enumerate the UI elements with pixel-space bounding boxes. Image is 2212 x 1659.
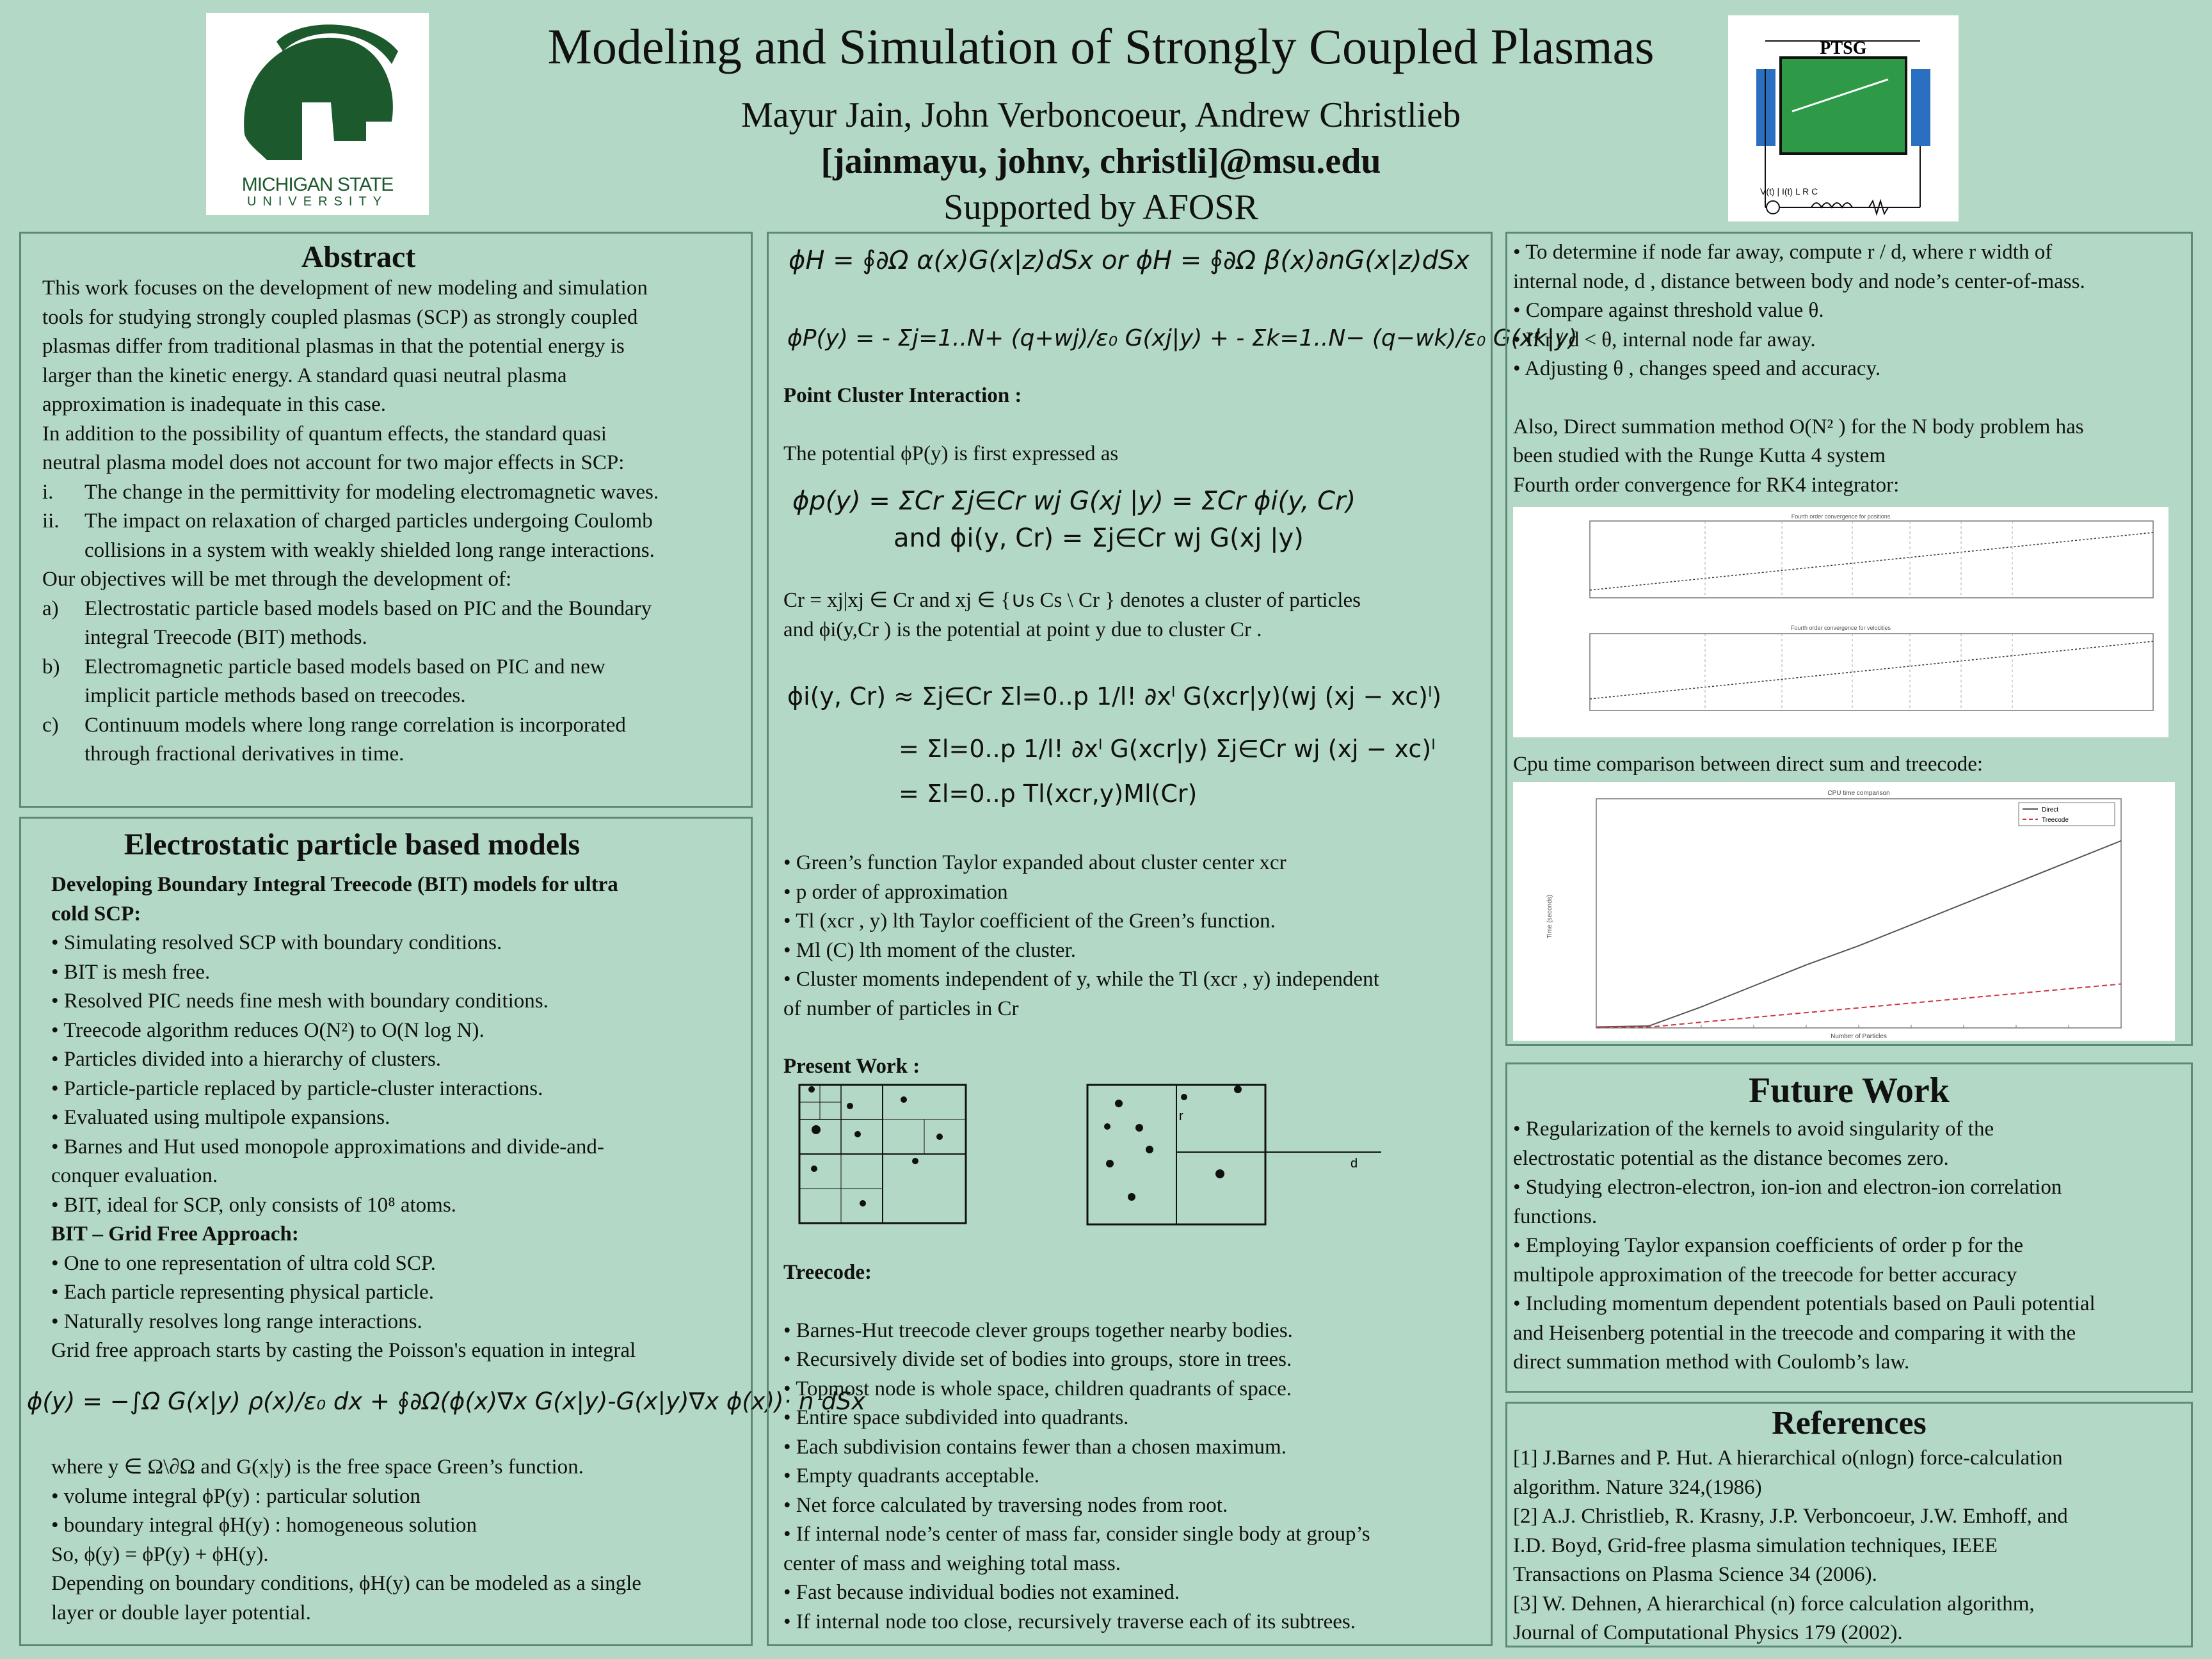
- future-line: and Heisenberg potential in the treecode and comparing it with the: [1513, 1321, 2076, 1345]
- objective-text: Continuum models where long range correlation is incorporated: [84, 713, 626, 737]
- effect-marker: i.: [42, 480, 54, 504]
- cluster-definition: [783, 586, 1361, 645]
- poisson-integral-equation: ϕ(y) = −∫Ω G(x|y) ρ(x)/ε₀ dx + ∮∂Ω(ϕ(x)∇x G(x|y)-G(x|y)∇x ϕ(x))· n dSx: [27, 1388, 866, 1415]
- after-line: Depending on boundary conditions, ϕH(y) can be modeled as a single: [51, 1572, 641, 1595]
- electrostatic-body: [51, 870, 636, 1366]
- rk4-convergence-plots: [1513, 507, 2168, 737]
- abstract-line: approximation is inadequate in this case.: [42, 393, 387, 416]
- direct-line: Fourth order convergence for RK4 integrator:: [1513, 473, 1900, 497]
- particle-dot: [936, 1134, 943, 1140]
- taylor-bullet: • Ml (C) lth moment of the cluster.: [783, 938, 1076, 962]
- grid-bullet: • Naturally resolves long range interactions.: [51, 1310, 422, 1333]
- treecode-section: [783, 1258, 1370, 1637]
- poster-emails: [jainmayu, johnv, christli]@msu.edu: [821, 141, 1381, 181]
- treecode-bullet: • Fast because individual bodies not examined.: [783, 1581, 1180, 1604]
- taylor-bullet: • Green’s function Taylor expanded about cluster center xcr: [783, 851, 1286, 874]
- treecode-bullet: • Entire space subdivided into quadrants.: [783, 1406, 1129, 1429]
- after-line: So, ϕ(y) = ϕP(y) + ϕH(y).: [51, 1543, 269, 1566]
- cluster-equation-1: ϕp(y) = ΣCr Σj∈Cr wj G(xj |y) = ΣCr ϕi(y, Cr): [792, 486, 1356, 516]
- bit-bullet: • Simulating resolved SCP with boundary conditions.: [51, 931, 502, 954]
- particle-dot: [812, 1125, 821, 1134]
- objective-item: [42, 653, 659, 682]
- reference-line: [3] W. Dehnen, A hierarchical (n) force calculation algorithm,: [1513, 1592, 2035, 1615]
- cpu-time-chart: [1513, 782, 2175, 1041]
- diagram-label-d: d: [1350, 1157, 1358, 1171]
- future-line: • Studying electron-electron, ion-ion and electron-ion correlation: [1513, 1176, 2062, 1199]
- cr-text: Cr = xj|xj ∈ Cr and xj ∈ {∪s Cs \ Cr } denotes a cluster of particles: [783, 589, 1361, 612]
- future-line: electrostatic potential as the distance becomes zero.: [1513, 1146, 1949, 1170]
- bit-bullet: conquer evaluation.: [51, 1164, 218, 1187]
- particle-dot: [1215, 1169, 1224, 1178]
- far-field-diagram: [1082, 1075, 1389, 1229]
- particle-dot: [901, 1096, 907, 1103]
- after-line: • volume integral ϕP(y) : particular solution: [51, 1484, 421, 1508]
- particle-dot: [912, 1158, 918, 1164]
- objective-text: Electromagnetic particle based models based on PIC and new: [84, 655, 605, 678]
- objective-marker: a): [42, 597, 59, 620]
- right-line: • To determine if node far away, compute r / d, where r width of: [1513, 241, 2053, 264]
- ptsg-label: PTSG: [1820, 38, 1867, 58]
- effect-item: [42, 478, 659, 508]
- abstract-line: larger than the kinetic energy. A standard quasi neutral plasma: [42, 364, 567, 387]
- treecode-title: Treecode:: [783, 1261, 872, 1284]
- objective-item-cont: integral Treecode (BIT) methods.: [84, 626, 367, 649]
- ptsg-circuit-label: V(t) | I(t) L R C: [1760, 186, 1818, 196]
- particle-dot: [854, 1131, 861, 1137]
- objective-marker: c): [42, 713, 59, 737]
- bit-bullet: • Resolved PIC needs fine mesh with boundary conditions.: [51, 990, 549, 1013]
- direct-line: Also, Direct summation method O(N² ) for the N body problem has: [1513, 415, 2084, 438]
- grid-free-title: BIT – Grid Free Approach:: [51, 1222, 299, 1246]
- quadtree-diagram: [794, 1075, 973, 1229]
- msu-logo: [206, 13, 429, 215]
- grid-bullet: Grid free approach starts by casting the Poisson's equation in integral: [51, 1339, 636, 1362]
- future-line: functions.: [1513, 1205, 1598, 1228]
- legend-treecode: Treecode: [2042, 817, 2069, 824]
- right-line: • Compare against threshold value θ.: [1513, 299, 1824, 322]
- treecode-bullet: • Topmost node is whole space, children quadrants of space.: [783, 1377, 1292, 1400]
- poster-authors: Mayur Jain, John Verboncoeur, Andrew Christlieb: [741, 95, 1461, 135]
- taylor-equation-2: = Σl=0..p 1/l! ∂xˡ G(xcr|y) Σj∈Cr wj (xj − xc)ˡ: [899, 735, 1436, 763]
- grid-bullet: • One to one representation of ultra cold SCP.: [51, 1251, 436, 1275]
- abstract-line: plasmas differ from traditional plasmas in that the potential energy is: [42, 335, 625, 358]
- poster-support: Supported by AFOSR: [943, 188, 1258, 227]
- future-line: direct summation method with Coulomb’s law.: [1513, 1350, 1910, 1374]
- taylor-bullet: of number of particles in Cr: [783, 997, 1019, 1020]
- treecode-bullet: • If internal node too close, recursively traverse each of its subtrees.: [783, 1610, 1356, 1633]
- references-title: References: [1772, 1405, 1927, 1441]
- taylor-equation-1: ϕi(y, Cr) ≈ Σj∈Cr Σl=0..p 1/l! ∂xˡ G(xcr|y)(wj (xj − xc)ˡ): [787, 682, 1442, 710]
- chart2-title: Fourth order convergence for velocities: [1790, 625, 1891, 631]
- grid-bullet: • Each particle representing physical particle.: [51, 1281, 434, 1304]
- abstract-line: tools for studying strongly coupled plasmas (SCP) as strongly coupled: [42, 305, 638, 329]
- treecode-bullet: • Barnes-Hut treecode clever groups together nearby bodies.: [783, 1318, 1293, 1342]
- particle-dot: [808, 1086, 815, 1093]
- future-work-body: [1513, 1115, 2096, 1377]
- diagram-label-r: r: [1179, 1109, 1183, 1123]
- particle-dot: [1106, 1160, 1114, 1167]
- future-line: • Employing Taylor expansion coefficients of order p for the: [1513, 1234, 2024, 1257]
- treecode-bullet: • Each subdivision contains fewer than a chosen maximum.: [783, 1435, 1286, 1459]
- cpu-chart-title: CPU time comparison: [1827, 790, 1890, 797]
- cpu-ylabel: Time (seconds): [1546, 894, 1553, 939]
- abstract-title: Abstract: [301, 240, 416, 274]
- references-body: [1513, 1444, 2068, 1648]
- logo-text-msu: MICHIGAN STATE: [241, 174, 394, 195]
- treecode-bullet: center of mass and weighing total mass.: [783, 1551, 1121, 1575]
- spartan-helmet-icon: [244, 38, 393, 160]
- reference-line: [2] A.J. Christlieb, R. Krasny, J.P. Verboncoeur, J.W. Emhoff, and: [1513, 1505, 2068, 1528]
- bit-bullet: • BIT is mesh free.: [51, 960, 211, 984]
- effect-item-cont: collisions in a system with weakly shielded long range interactions.: [84, 538, 655, 562]
- bit-bullet: • Barnes and Hut used monopole approximations and divide-and-: [51, 1135, 604, 1158]
- direct-line: been studied with the Runge Kutta 4 system: [1513, 444, 1886, 467]
- reference-line: Transactions on Plasma Science 34 (2006).: [1513, 1563, 1877, 1586]
- legend-direct: Direct: [2042, 806, 2059, 813]
- particle-dot: [1104, 1123, 1110, 1130]
- future-work-title: Future Work: [1749, 1071, 1950, 1110]
- effect-text: The impact on relaxation of charged particles undergoing Coulomb: [84, 509, 653, 533]
- cpu-xlabel: Number of Particles: [1831, 1033, 1887, 1040]
- future-line: multipole approximation of the treecode for better accuracy: [1513, 1263, 2017, 1286]
- cr-text: and ϕi(y,Cr ) is the potential at point y due to cluster Cr .: [783, 618, 1262, 641]
- poster-title: Modeling and Simulation of Strongly Coupled Plasmas: [547, 19, 1655, 74]
- ptsg-logo: [1728, 15, 1959, 221]
- objective-item: [42, 711, 659, 741]
- pci-intro: The potential ϕP(y) is first expressed as: [783, 442, 1119, 465]
- abstract-line: neutral plasma model does not account for two major effects in SCP:: [42, 451, 625, 474]
- treecode-bullet: • If internal node’s center of mass far, consider single body at group’s: [783, 1523, 1370, 1546]
- right-body: [1513, 238, 2085, 500]
- particle-dot: [811, 1166, 817, 1172]
- particle-dot: [1181, 1094, 1187, 1100]
- effect-text: The change in the permittivity for modeling electromagnetic waves.: [84, 480, 659, 504]
- future-line: • Including momentum dependent potentials based on Pauli potential: [1513, 1292, 2096, 1315]
- objective-item-cont: implicit particle methods based on treecodes.: [84, 684, 466, 707]
- pci-section: [783, 381, 1118, 469]
- future-line: • Regularization of the kernels to avoid singularity of the: [1513, 1118, 1994, 1141]
- effect-item: [42, 507, 659, 536]
- present-work-title: Present Work :: [783, 1055, 920, 1078]
- after-line: • boundary integral ϕH(y) : homogeneous solution: [51, 1514, 477, 1537]
- objective-marker: b): [42, 655, 60, 678]
- bit-subtitle: cold SCP:: [51, 902, 141, 926]
- chart1-title: Fourth order convergence for positions: [1791, 513, 1891, 520]
- abstract-line: In addition to the possibility of quantum effects, the standard quasi: [42, 422, 607, 445]
- particular-equation: ϕP(y) = - Σj=1..N+ (q+wj)/ε₀ G(xj|y) + - Σk=1..N− (q−wk)/ε₀ G(xk|y): [787, 325, 1578, 351]
- reference-line: algorithm. Nature 324,(1986): [1513, 1475, 1762, 1499]
- taylor-bullet: • p order of approximation: [783, 880, 1008, 904]
- taylor-bullet: • Tl (xcr , y) lth Taylor coefficient of the Green’s function.: [783, 910, 1276, 933]
- particle-dot: [1128, 1193, 1135, 1201]
- right-line: • Adjusting θ , changes speed and accuracy.: [1513, 357, 1881, 380]
- treecode-bullet: • Net force calculated by traversing nodes from root.: [783, 1493, 1228, 1517]
- particle-dot: [1115, 1100, 1123, 1107]
- bit-bullet: • BIT, ideal for SCP, only consists of 10⁸ atoms.: [51, 1193, 456, 1217]
- after-line: layer or double layer potential.: [51, 1601, 311, 1624]
- objective-item: [42, 595, 659, 624]
- bit-bullet: • Treecode algorithm reduces O(N²) to O(N log N).: [51, 1018, 485, 1042]
- abstract-body: [42, 274, 659, 769]
- reference-line: Journal of Computational Physics 179 (2002).: [1513, 1621, 1903, 1644]
- reference-line: [1] J.Barnes and P. Hut. A hierarchical o(nlogn) force-calculation: [1513, 1447, 2063, 1470]
- homogeneous-equation: ϕH = ∮∂Ω α(x)G(x|z)dSx or ϕH = ∮∂Ω β(x)∂nG(x|z)dSx: [789, 246, 1470, 275]
- cpu-caption: Cpu time comparison between direct sum and treecode:: [1513, 753, 1984, 776]
- treecode-bullet: • Recursively divide set of bodies into groups, store in trees.: [783, 1348, 1292, 1371]
- taylor-equation-3: = Σl=0..p Tl(xcr,y)Ml(Cr): [899, 780, 1198, 808]
- bit-bullet: • Evaluated using multipole expansions.: [51, 1106, 390, 1129]
- right-line: internal node, d , distance between body and node’s center-of-mass.: [1513, 269, 2085, 293]
- bit-subtitle: Developing Boundary Integral Treecode (BIT) models for ultra: [51, 873, 618, 896]
- electrostatic-after: [51, 1453, 641, 1628]
- objective-item-cont: through fractional derivatives in time.: [84, 742, 405, 765]
- bit-bullet: • Particle-particle replaced by particle-cluster interactions.: [51, 1077, 543, 1100]
- taylor-bullets: [783, 849, 1379, 1082]
- particle-dot: [1234, 1086, 1242, 1093]
- cpu-plot-area: [1596, 799, 2121, 1028]
- pci-title: Point Cluster Interaction :: [783, 384, 1022, 407]
- right-line: • If r / d < θ, internal node far away.: [1513, 328, 1816, 351]
- logo-text-university: UNIVERSITY: [246, 195, 389, 209]
- particle-dot: [1146, 1146, 1153, 1153]
- cluster-equation-2: and ϕi(y, Cr) = Σj∈Cr wj G(xj |y): [894, 524, 1304, 553]
- electrostatic-title: Electrostatic particle based models: [124, 828, 581, 862]
- abstract-line: This work focuses on the development of new modeling and simulation: [42, 276, 648, 300]
- bit-bullet: • Particles divided into a hierarchy of clusters.: [51, 1048, 442, 1071]
- treecode-bullet: • Empty quadrants acceptable.: [783, 1464, 1040, 1487]
- effect-marker: ii.: [42, 509, 60, 533]
- reference-line: I.D. Boyd, Grid-free plasma simulation techniques, IEEE: [1513, 1534, 1998, 1557]
- series-line-treecode: [1596, 984, 2121, 1027]
- particle-dot: [847, 1103, 853, 1109]
- after-line: where y ∈ Ω\∂Ω and G(x|y) is the free space Green’s function.: [51, 1455, 584, 1479]
- objectives-intro: Our objectives will be met through the development of:: [42, 568, 512, 591]
- particle-dot: [1135, 1124, 1143, 1132]
- taylor-bullet: • Cluster moments independent of y, while the Tl (xcr , y) independent: [783, 968, 1379, 991]
- series-line-direct: [1596, 841, 2121, 1027]
- particle-dot: [860, 1200, 866, 1206]
- objective-text: Electrostatic particle based models based on PIC and the Boundary: [84, 597, 652, 620]
